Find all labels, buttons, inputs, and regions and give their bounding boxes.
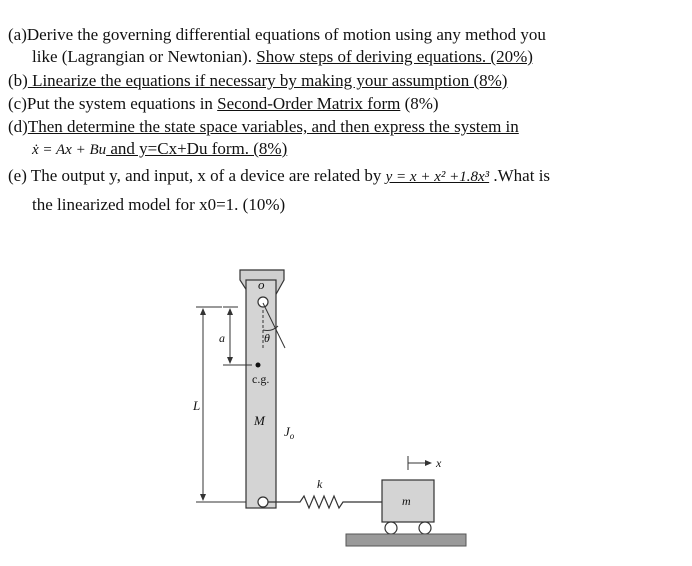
label-a: a [219, 331, 225, 345]
dim-a-arrow-down-icon [227, 357, 233, 364]
label-Jo-subscript: o [289, 431, 295, 441]
question-a-underlined: Show steps of deriving equations. (20%) [256, 47, 533, 66]
label-theta: θ [264, 331, 270, 345]
question-d-underlined: Then determine the state space variables, and then express the system in [27, 117, 519, 136]
question-e-suffix: .What is [489, 166, 551, 185]
question-d-line2-underlined: and y=Cx+Du form. (8%) [106, 139, 288, 158]
question-b-label: (b) [8, 71, 28, 90]
label-J: J [284, 424, 290, 439]
question-e-line2: the linearized model for x0=1. (10%) [32, 195, 286, 214]
label-k: k [317, 477, 323, 491]
dim-L-arrow-up-icon [200, 308, 206, 315]
pivot-point-icon [258, 297, 268, 307]
ground [346, 534, 466, 546]
state-equation: ẋ = Ax + Bu [32, 142, 107, 158]
question-e-text: (e) The output y, and input, x of a device are related by [8, 166, 382, 185]
label-M: M [254, 413, 265, 428]
question-b-text: Linearize the equations if necessary by making your assumption (8%) [27, 71, 508, 90]
right-wheel-icon [419, 522, 431, 534]
left-wheel-icon [385, 522, 397, 534]
pendulum-rod [246, 280, 276, 508]
question-a-plain: like (Lagrangian or Newtonian). [32, 47, 257, 66]
label-x: x [436, 456, 442, 470]
label-cg: c.g. [252, 372, 270, 386]
question-c-plain: (c)Put the system equations in [8, 94, 218, 113]
label-Jo [284, 424, 295, 441]
output-equation: y = x + x² +1.8x³ [385, 169, 490, 185]
question-d-label: (d) [8, 117, 28, 136]
center-of-gravity-dot [256, 363, 261, 368]
label-L: L [193, 398, 201, 413]
question-a-line1: (a)Derive the governing differential equations of motion using any method you [8, 25, 546, 44]
question-c-suffix: (8%) [400, 94, 439, 113]
x-arrow-right-icon [425, 460, 432, 466]
question-c-underlined: Second-Order Matrix form [217, 94, 401, 113]
label-o: o [258, 277, 265, 292]
dim-a-arrow-up-icon [227, 308, 233, 315]
spring [268, 496, 382, 508]
dim-L-arrow-down-icon [200, 494, 206, 501]
spring-attachment-icon [258, 497, 268, 507]
label-m: m [402, 494, 411, 508]
